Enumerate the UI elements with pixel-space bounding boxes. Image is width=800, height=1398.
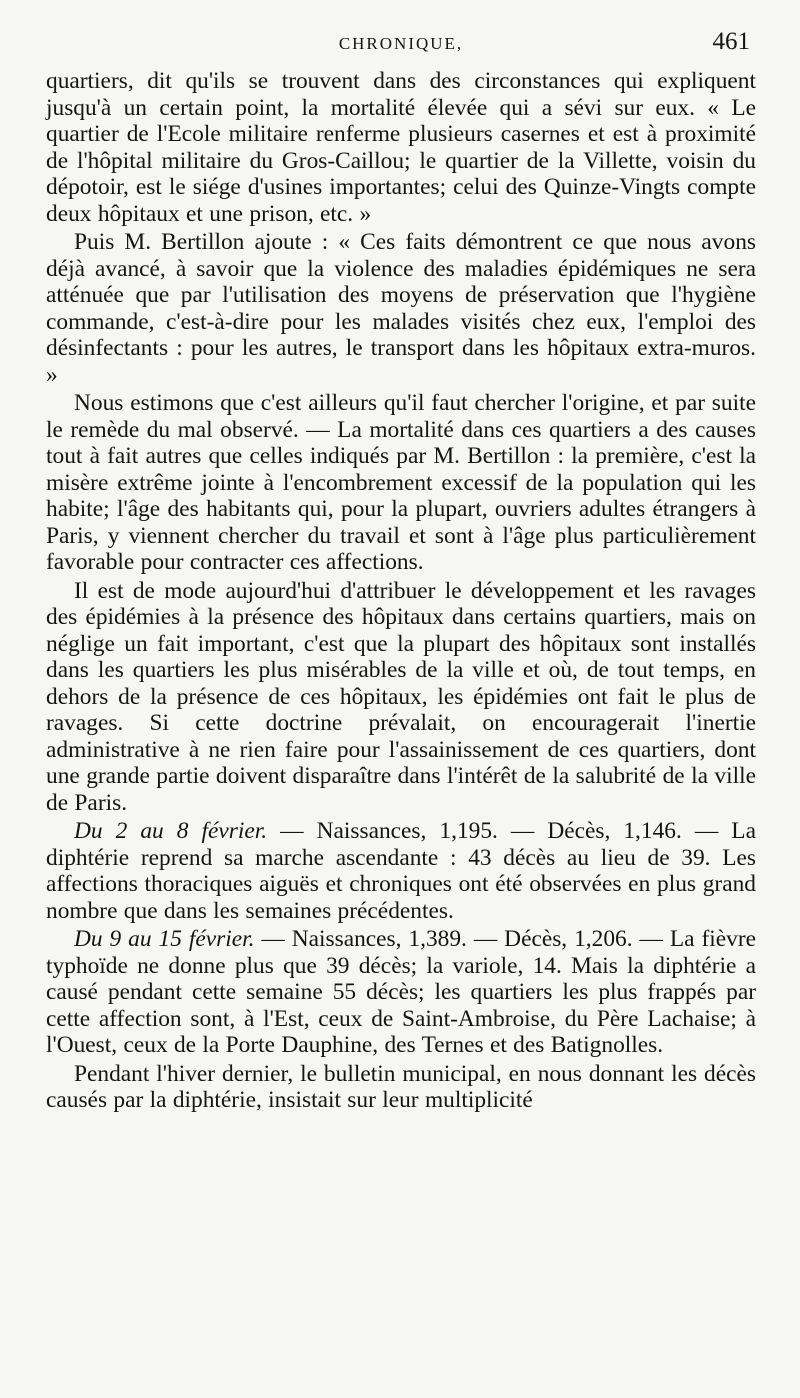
paragraph-2-text: Puis M. Bertillon ajoute : « Ces faits démontrent ce que nous avons déjà avancé, à savoir que la violence des maladies épidémiques ne sera atténuée que par l'utilisation des moyens de préservation que l'hygiène commande, c'est-à-dire pour les malades visités chez eux, l'emploi des désinfectants : pour les autres, le transport dans les hôpitaux extra-muros. » xyxy=(46,229,756,388)
paragraph-2 xyxy=(46,229,756,388)
paragraph-5-text: — Naissances, 1,195. — Décès, 1,146. — La diphtérie reprend sa marche ascendante : 43 décès au lieu de 39. Les affections thoraciques aiguës et chroniques ont été observées en plus grand nombre que dans les semaines précédentes. xyxy=(46,818,756,924)
paragraph-7 xyxy=(46,1061,756,1114)
paragraph-3 xyxy=(46,390,756,576)
paragraph-1-text: quartiers, dit qu'ils se trouvent dans des circonstances qui expliquent jusqu'à un certain point, la mortalité élevée qui a sévi sur eux. « Le quartier de l'Ecole militaire renferme plusieurs casernes et est à proximité de l'hôpital militaire du Gros-Caillou; le quartier de la Villette, voisin du dépotoir, est le siége d'usines importantes; celui des Quinze-Vingts compte deux hôpitaux et une prison, etc. » xyxy=(46,68,756,227)
paragraph-4 xyxy=(46,578,756,817)
paragraph-3-text: Nous estimons que c'est ailleurs qu'il faut chercher l'origine, et par suite le remède du mal observé. — La mortalité dans ces quartiers a des causes tout à fait autres que celles indiqués par M. Bertillon : la première, c'est la misère extrême jointe à l'encombrement excessif de la population qui les habite; l'âge des habitants qui, pour la plupart, ouvriers adultes étrangers à Paris, y viennent chercher du travail et sont à l'âge plus particulièrement favorable pour contracter ces affections. xyxy=(46,390,756,575)
body-text xyxy=(46,68,756,1114)
paragraph-6-text: — Naissances, 1,389. — Décès, 1,206. — La fièvre typhoïde ne donne plus que 39 décès; la variole, 14. Mais la diphtérie a causé pendant cette semaine 55 décès; les quartiers les plus frappés par cette affection sont, à l'Est, ceux de Saint-Ambroise, du Père Lachaise; à l'Ouest, ceux de la Porte Dauphine, des Ternes et des Batignolles. xyxy=(46,926,756,1058)
running-head xyxy=(46,28,756,68)
paragraph-5-date: Du 2 au 8 février. xyxy=(74,818,268,844)
paragraph-5 xyxy=(46,818,756,924)
page-number: 461 xyxy=(712,28,750,55)
paragraph-7-text: Pendant l'hiver dernier, le bulletin municipal, en nous donnant les décès causés par la diphtérie, insistait sur leur multiplicité xyxy=(46,1060,756,1113)
paragraph-4-text: Il est de mode aujourd'hui d'attribuer le développement et les ravages des épidémies à la présence des hôpitaux dans certains quartiers, mais on néglige un fait important, c'est que la plupart des hôpitaux sont installés dans les quartiers les plus misérables de la ville et où, de tout temps, en dehors de la présence de ces hôpitaux, les épidémies ont fait le plus de ravages. Si cette doctrine prévalait, on encouragerait l'inertie administrative à ne rien faire pour l'assainissement de ces quartiers, dont une grande partie doivent disparaître dans l'intérêt de la salubrité de la ville de Paris. xyxy=(46,577,756,816)
paragraph-1 xyxy=(46,68,756,227)
paragraph-6-date: Du 9 au 15 février. xyxy=(74,926,255,952)
running-title: CHRONIQUE, xyxy=(338,34,464,53)
paragraph-6 xyxy=(46,926,756,1059)
